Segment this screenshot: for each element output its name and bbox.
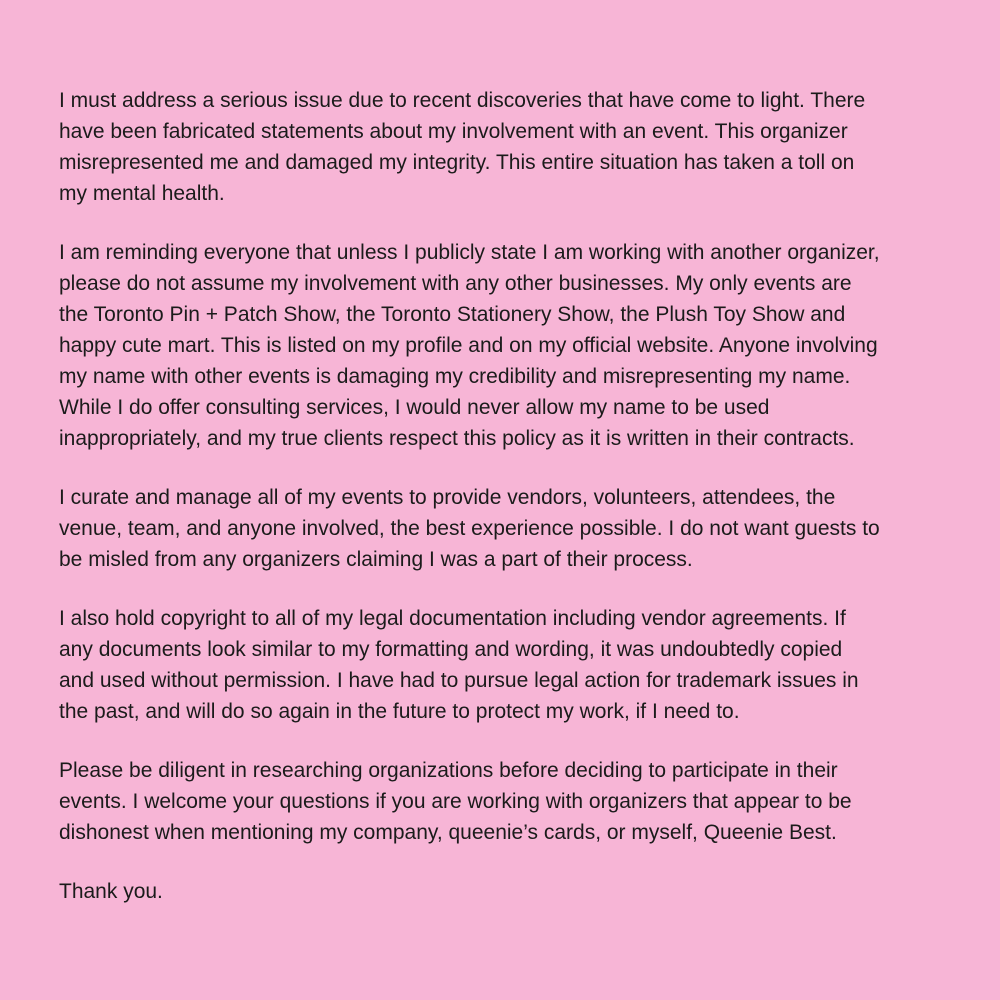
statement-text [59, 85, 959, 935]
text-line: any documents look similar to my formatting and wording, it was undoubtedly copied [59, 638, 843, 661]
text-line: While I do offer consulting services, I would never allow my name to be used [59, 396, 770, 419]
text-line: happy cute mart. This is listed on my profile and on my official website. Anyone involving [59, 334, 878, 357]
text-line: and used without permission. I have had to pursue legal action for trademark issues in [59, 669, 859, 692]
text-line: events. I welcome your questions if you are working with organizers that appear to be [59, 790, 852, 813]
text-line: Thank you. [59, 880, 163, 903]
paragraph-discoveries [59, 85, 959, 209]
paragraph-involvement [59, 237, 959, 454]
text-line: be misled from any organizers claiming I was a part of their process. [59, 548, 693, 571]
text-line: dishonest when mentioning my company, queenie’s cards, or myself, Queenie Best. [59, 821, 837, 844]
text-line: the Toronto Pin + Patch Show, the Toronto Stationery Show, the Plush Toy Show and [59, 303, 846, 326]
text-line: my mental health. [59, 182, 225, 205]
text-line: my name with other events is damaging my credibility and misrepresenting my name. [59, 365, 851, 388]
paragraph-diligence [59, 755, 959, 848]
text-line: I must address a serious issue due to recent discoveries that have come to light. There [59, 89, 866, 112]
text-line: Please be diligent in researching organizations before deciding to participate in their [59, 759, 838, 782]
text-line: I curate and manage all of my events to provide vendors, volunteers, attendees, the [59, 486, 836, 509]
text-line: inappropriately, and my true clients respect this policy as it is written in their contracts. [59, 427, 855, 450]
text-line: please do not assume my involvement with any other businesses. My only events are [59, 272, 852, 295]
text-line: misrepresented me and damaged my integrity. This entire situation has taken a toll on [59, 151, 855, 174]
text-line: the past, and will do so again in the future to protect my work, if I need to. [59, 700, 740, 723]
paragraph-events [59, 482, 959, 575]
text-line: venue, team, and anyone involved, the best experience possible. I do not want guests to [59, 517, 880, 540]
paragraph-closing [59, 876, 959, 907]
text-line: I also hold copyright to all of my legal documentation including vendor agreements. If [59, 607, 846, 630]
text-line: have been fabricated statements about my involvement with an event. This organizer [59, 120, 848, 143]
paragraph-copyright [59, 603, 959, 727]
text-line: I am reminding everyone that unless I publicly state I am working with another organizer, [59, 241, 880, 264]
